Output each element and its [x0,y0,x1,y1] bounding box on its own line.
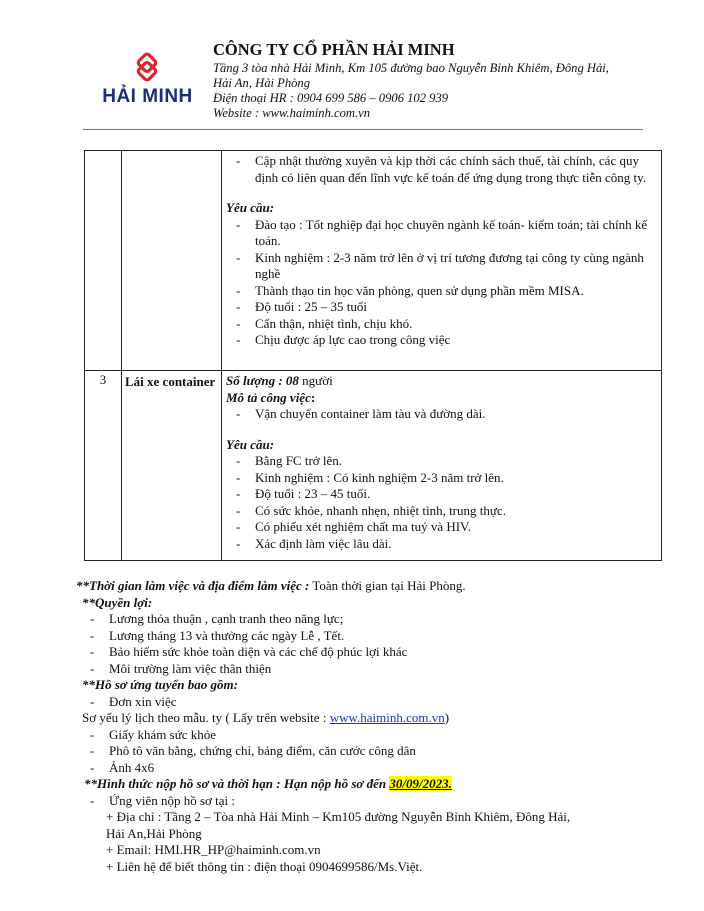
submission-email: + Email: HMI.HR_HP@haiminh.com.vn [106,842,321,857]
list-item: - Vận chuyển container làm tàu và đường dài. [236,406,655,423]
table-row [85,151,662,371]
submission-address-line1: + Địa chỉ : Tầng 2 – Tòa nhà Hải Minh – Km105 đường Nguyễn Bỉnh Khiêm, Đông Hải, [106,809,571,824]
table-row [85,371,662,561]
list-item: - Môi trường làm việc thân thiện [90,661,676,678]
benefits-list [76,611,676,677]
list-item: - Cập nhật thường xuyên và kịp thời các chính sách thuế, tài chính, các quy định có liên quan đến lĩnh vực kế toán để ứng dụng trong thực tiễn công ty. [236,153,655,186]
job-description-cell [222,151,662,371]
list-item: - Bảo hiểm sức khỏe toàn diện và các chế độ phúc lợi khác [90,644,676,661]
list-item: - Xác định làm việc lâu dài. [236,536,655,553]
list-item: - Chịu được áp lực cao trong công việc [236,332,655,349]
list-item: - Kinh nghiệm : Có kinh nghiệm 2-3 năm trở lên. [236,470,655,487]
submission-list [76,793,676,810]
list-item: - Có sức khỏe, nhanh nhẹn, nhiệt tình, trung thực. [236,503,655,520]
list-item: - Đào tạo : Tốt nghiệp đại học chuyên ngành kế toán- kiểm toán; tài chính kế toán. [236,217,655,250]
job-title: Lái xe container [122,371,222,561]
list-item: - Giấy khám sức khỏe [90,727,676,744]
job-number: 3 [85,371,122,561]
website-link[interactable]: www.haiminh.com.vn [329,710,445,725]
duties-list [226,406,655,423]
company-logo [95,50,200,110]
requirements-heading: Yêu cầu: [226,436,275,452]
job-description-cell [222,371,662,561]
dossier-list [76,694,676,711]
list-item: - Đơn xin việc [90,694,676,711]
description-heading: Mô tả công việc: [226,389,316,405]
submission-contact: + Liên hệ để biết thông tin : điện thoại 0904699586/Ms.Việt. [106,858,423,874]
submission-address-line2: Hải An,Hải Phòng [106,825,202,841]
header-divider [83,129,643,130]
benefits-heading: **Quyền lợi: [82,594,153,610]
jobs-table [84,150,662,561]
requirements-list [226,453,655,552]
logo-mark-icon [95,50,200,86]
company-name: CÔNG TY CỔ PHẦN HẢI MINH [213,40,455,59]
list-item: - Bằng FC trở lên. [236,453,655,470]
company-address-line1: Tầng 3 tòa nhà Hải Minh, Km 105 đường bao Nguyễn Bỉnh Khiêm, Đông Hải, [213,61,609,75]
list-item: - Kinh nghiệm : 2-3 năm trở lên ở vị trí tương đương tại công ty cùng ngành nghề [236,250,655,283]
company-website: Website : www.haiminh.com.vn [213,106,371,120]
quantity [226,373,655,390]
job-title-cell [122,151,222,371]
list-item: - Có phiếu xét nghiệm chất ma tuý và HIV. [236,519,655,536]
dossier-list-continued [76,727,676,777]
requirements-list [226,217,655,349]
deadline-date: 30/09/2023. [389,776,452,791]
duties-list [226,153,655,186]
list-item: - Ảnh 4x6 [90,760,676,777]
list-item: - Lương tháng 13 và thưởng các ngày Lễ , Tết. [90,628,676,645]
work-time [76,578,676,595]
list-item: - Độ tuổi : 25 – 35 tuổi [236,299,655,316]
list-item: - Lương thỏa thuận , cạnh tranh theo năng lực; [90,611,676,628]
list-item: - Thành thạo tin học văn phòng, quen sử dụng phần mềm MISA. [236,283,655,300]
list-item: - Độ tuổi : 23 – 45 tuổi. [236,486,655,503]
list-item: - Phô tô văn bằng, chứng chỉ, bảng điểm, căn cước công dân [90,743,676,760]
list-item: - Cẩn thận, nhiệt tình, chịu khó. [236,316,655,333]
dossier-heading: **Hồ sơ ứng tuyển bao gồm: [82,677,238,692]
quantity-label: Số lượng : 08 [226,373,299,388]
company-address-line2: Hải An, Hải Phòng [213,76,311,90]
job-number-cell [85,151,122,371]
application-info [76,578,676,875]
requirements-heading: Yêu cầu: [226,200,275,215]
work-time-value: Toàn thời gian tại Hải Phòng. [309,578,466,593]
submission-heading: **Hình thức nộp hồ sơ và thời hạn : Hạn nộp hồ sơ đến 30/09/2023. [84,776,452,791]
list-item: - Ứng viên nộp hồ sơ tại : [90,793,676,810]
quantity-unit: người [298,373,333,388]
cv-line: Sơ yếu lý lịch theo mẫu. ty ( Lấy trên website : www.haiminh.com.vn) [82,710,450,725]
logo-text: HẢI MINH [102,86,193,107]
work-time-label: **Thời gian làm việc và địa điểm làm việc : [76,578,310,593]
company-phone: Điện thoại HR : 0904 699 586 – 0906 102 939 [213,91,449,105]
